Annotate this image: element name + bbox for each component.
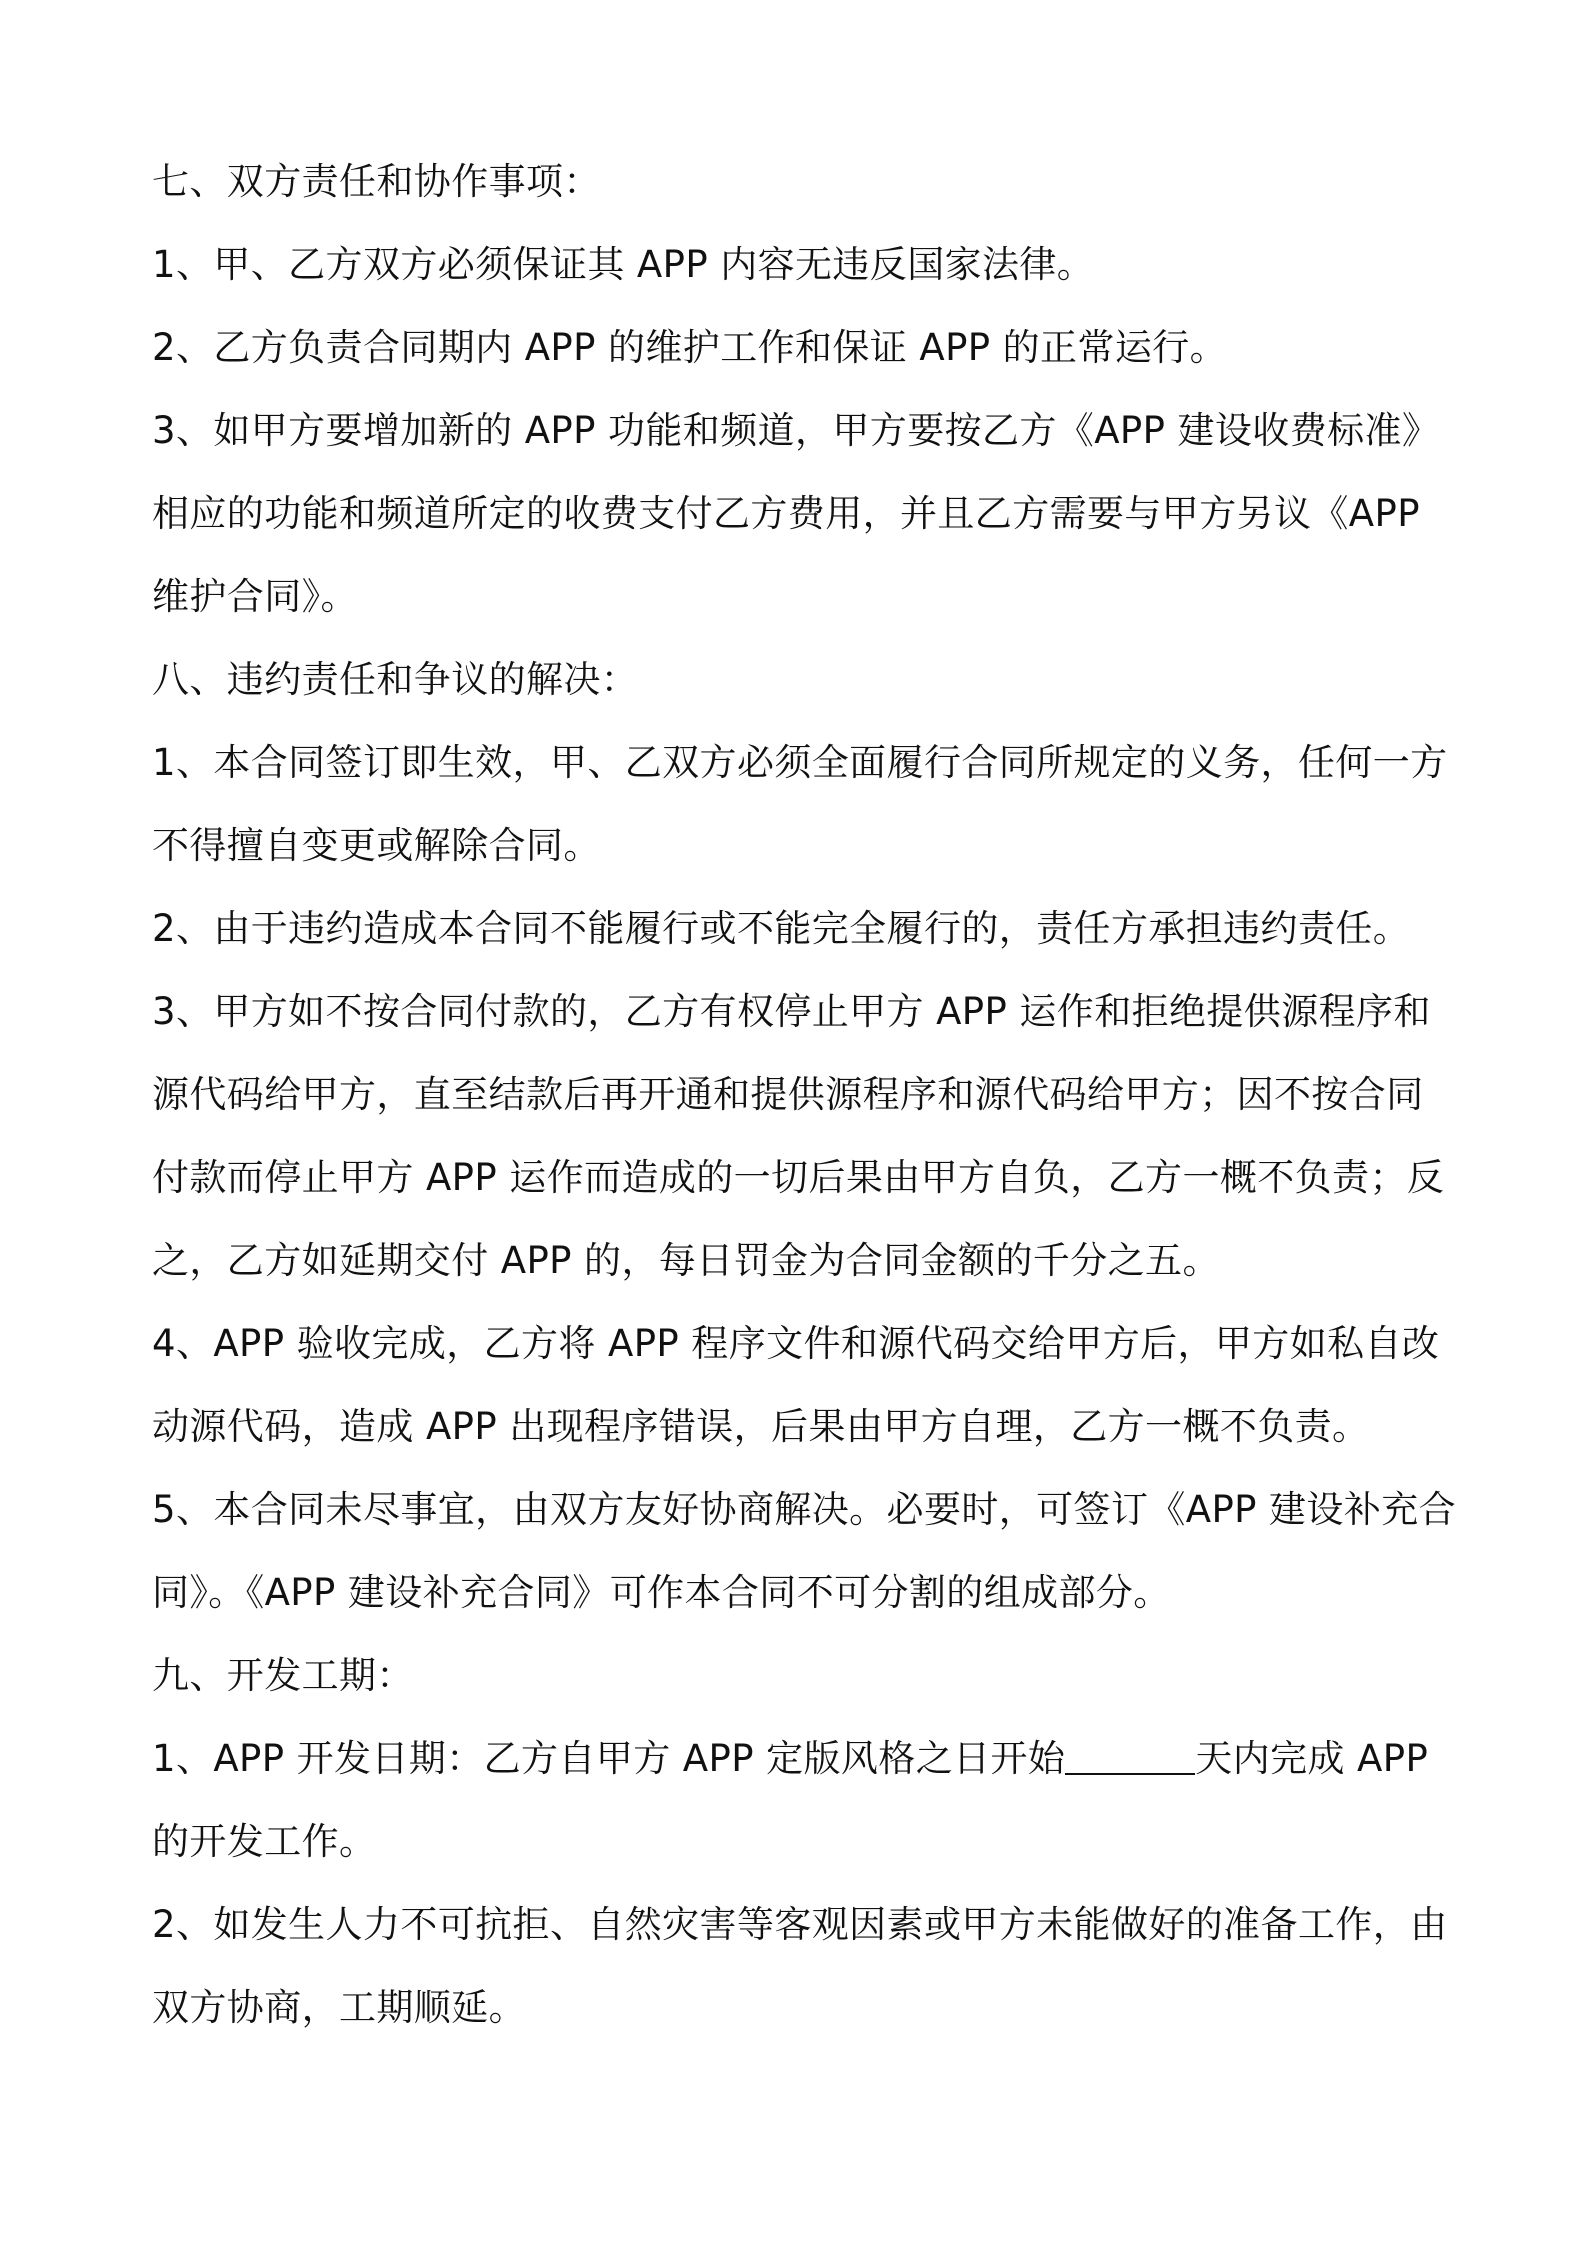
text-line: 同》。《APP 建设补充合同》可作本合同不可分割的组成部分。	[152, 1571, 1171, 1614]
text-line: 动源代码，造成 APP 出现程序错误，后果由甲方自理，乙方一概不负责。	[152, 1405, 1370, 1448]
text-line: 2、由于违约造成本合同不能履行或不能完全履行的，责任方承担违约责任。	[152, 907, 1411, 950]
text-line: 相应的功能和频道所定的收费支付乙方费用，并且乙方需要与甲方另议《APP	[152, 492, 1420, 535]
text-line: 的开发工作。	[152, 1820, 377, 1863]
text-line: 5、本合同未尽事宜，由双方友好协商解决。必要时，可签订《APP 建设补充合	[152, 1488, 1457, 1531]
text-line: 4、APP 验收完成，乙方将 APP 程序文件和源代码交给甲方后，甲方如私自改	[152, 1322, 1440, 1365]
days-blank-underline	[1065, 1733, 1195, 1775]
text-line: 付款而停止甲方 APP 运作而造成的一切后果由甲方自负，乙方一概不负责；反	[152, 1156, 1445, 1199]
text-line: 2、如发生人力不可抗拒、自然灾害等客观因素或甲方未能做好的准备工作，由	[152, 1903, 1448, 1946]
schedule-line	[152, 1717, 1452, 1800]
section-heading-7: 七、双方责任和协作事项：	[152, 160, 601, 203]
schedule-text-before: 1、APP 开发日期：乙方自甲方 APP 定版风格之日开始	[152, 1737, 1066, 1780]
text-line: 源代码给甲方，直至结款后再开通和提供源程序和源代码给甲方；因不按合同	[152, 1073, 1424, 1116]
section-heading-8: 八、违约责任和争议的解决：	[152, 658, 639, 701]
section-heading-9: 九、开发工期：	[152, 1654, 414, 1697]
text-line: 1、甲、乙方双方必须保证其 APP 内容无违反国家法律。	[152, 243, 1095, 286]
text-line: 3、甲方如不按合同付款的，乙方有权停止甲方 APP 运作和拒绝提供源程序和	[152, 990, 1431, 1033]
schedule-text-after: 天内完成 APP	[1195, 1737, 1429, 1780]
text-line: 维护合同》。	[152, 575, 358, 618]
text-line: 不得擅自变更或解除合同。	[152, 824, 601, 867]
text-line: 之，乙方如延期交付 APP 的，每日罚金为合同金额的千分之五。	[152, 1239, 1220, 1282]
text-line: 3、如甲方要增加新的 APP 功能和频道，甲方要按乙方《APP 建设收费标准》	[152, 409, 1440, 452]
text-line: 2、乙方负责合同期内 APP 的维护工作和保证 APP 的正常运行。	[152, 326, 1228, 369]
document-body	[152, 140, 1457, 2049]
text-line: 1、本合同签订即生效，甲、乙双方必须全面履行合同所规定的义务，任何一方	[152, 741, 1448, 784]
text-line: 双方协商，工期顺延。	[152, 1986, 526, 2029]
